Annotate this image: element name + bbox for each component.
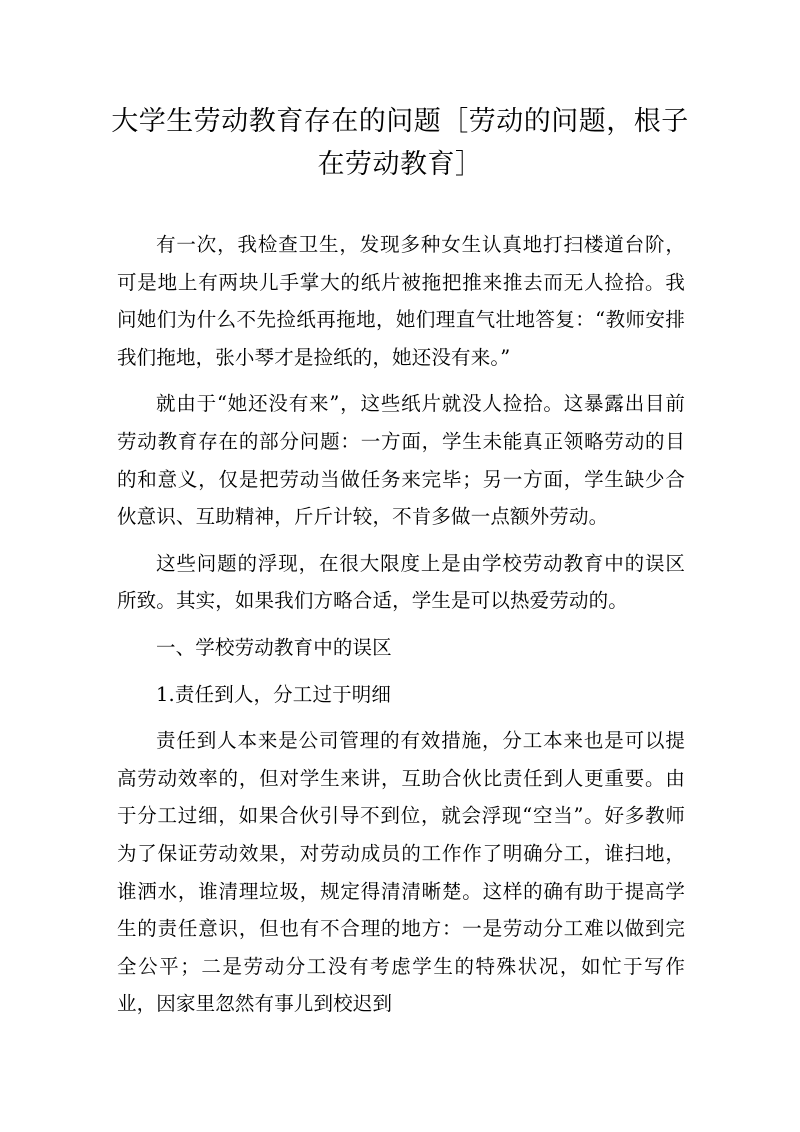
subsection-heading: 1.责任到人，分工过于明细 bbox=[156, 682, 392, 706]
paragraph-1: 有一次，我检查卫生，发现多种女生认真地打扫楼道台阶，可是地上有两块儿手掌大的纸片被拖把推来推去而无人捡拾。我问她们为什么不先捡纸再拖地，她们理直气壮地答复：“教师安排我们拖地，张小琴才是捡纸的，她还没有来。” bbox=[117, 233, 685, 369]
paragraph-2: 就由于“她还没有来”，这些纸片就没人捡拾。这暴露出目前劳动教育存在的部分问题：一方面，学生未能真正领略劳动的目的和意义，仅是把劳动当做任务来完毕；另一方面，学生缺少合伙意识、互助精神，斤斤计较，不肯多做一点额外劳动。 bbox=[117, 392, 685, 529]
paragraph-4: 责任到人本来是公司管理的有效措施，分工本来也是可以提高劳动效率的，但对学生来讲，互助合伙比责任到人更重要。由于分工过细，如果合伙引导不到位，就会浮现“空当”。好多教师为了保证劳动效果，对劳动成员的工作作了明确分工，谁扫地，谁洒水，谁清理垃圾，规定得清清晰楚。这样的确有助于提高学生的责任意识，但也有不合理的地方：一是劳动分工难以做到完全公平；二是劳动分工没有考虑学生的特殊状况，如忙于写作业，因家里忽然有事儿到校迟到 bbox=[117, 729, 685, 1016]
paragraph-3: 这些问题的浮现，在很大限度上是由学校劳动教育中的误区所致。其实，如果我们方略合适，学生是可以热爱劳动的。 bbox=[117, 551, 685, 613]
document-title: 大学生劳动教育存在的问题［劳动的问题，根子在劳动教育］ bbox=[111, 106, 689, 180]
document-body bbox=[117, 226, 685, 1032]
section-heading: 一、学校劳动教育中的误区 bbox=[156, 635, 392, 659]
